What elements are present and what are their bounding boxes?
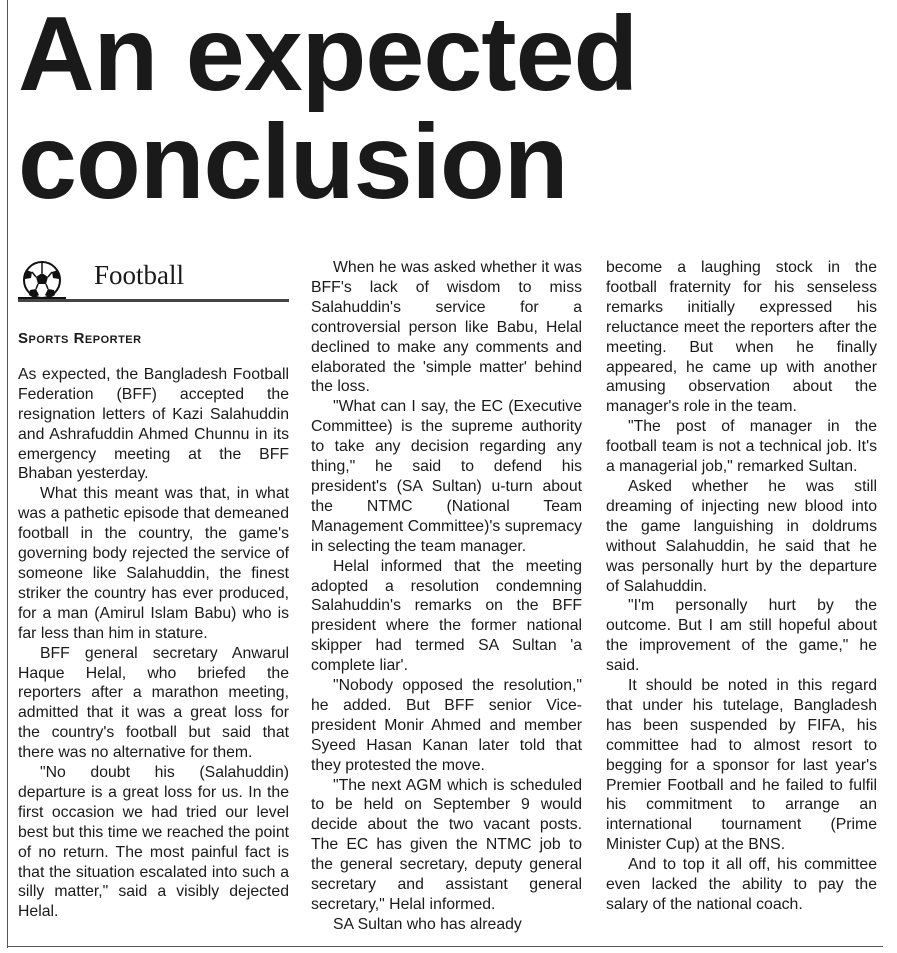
football-icon — [18, 260, 66, 300]
section-header — [18, 258, 289, 306]
paragraph: SA Sultan who has already — [333, 915, 522, 933]
paragraph: When he was asked whether it was BFF's lack of wisdom to miss Salahuddin's service for a controversial person like Babu, Helal declined to make any comments and elaborated the 'simple matter' behind the loss. — [311, 259, 582, 396]
headline: An expected conclusion — [18, 0, 638, 221]
paragraph: "The post of manager in the football team is not a technical job. It's a managerial job," remarked Sultan. — [606, 418, 877, 476]
paragraph: "Nobody opposed the resolution," he added. But BFF senior Vice-president Monir Ahmed and member Syeed Hasan Kanan later told that they protested the move. — [311, 677, 582, 774]
article-column-3 — [606, 258, 877, 915]
section-label: Football — [94, 260, 185, 290]
bottom-rule — [7, 946, 883, 947]
paragraph: Asked whether he was still dreaming of injecting new blood into the game languishing in doldrums without Salahuddin, he said that he was personally hurt by the departure of Salahuddin. — [606, 477, 877, 595]
paragraph: "I'm personally hurt by the outcome. But I am still hopeful about the improvement of the game," he said. — [606, 597, 877, 675]
paragraph: BFF general secretary Anwarul Haque Helal, who briefed the reporters after a marathon meeting, admitted that it was a great loss for the country's football but said that there was no alternative for them. — [18, 644, 289, 762]
article-column-1 — [18, 258, 289, 922]
paragraph: "No doubt his (Salahuddin) departure is a great loss for us. In the first occasion we had tried our level best but this time we reached the point of no return. The most painful fact is that the situation escalated into such a silly matter," said a visibly dejected Helal. — [18, 764, 289, 921]
byline: Sports Reporter — [18, 330, 142, 347]
paragraph: "What can I say, the EC (Executive Committee) is the supreme authority to take any decision regarding any thing," he said to defend his president's (SA Sultan) u-turn about the NTMC (National Team Management Committee)'s supremacy in selecting the team manager. — [311, 398, 582, 555]
paragraph: As expected, the Bangladesh Football Federation (BFF) accepted the resignation letters of Kazi Salahuddin and Ashrafuddin Ahmed Chunnu in its emergency meeting at the BFF Bhaban yesterday. — [18, 365, 289, 483]
paragraph: And to top it all off, his committee even lacked the ability to pay the salary of the national coach. — [606, 856, 877, 913]
paragraph: become a laughing stock in the football fraternity for his senseless remarks initially expressed his reluctance meet the reporters after the meeting. But when he finally appeared, he came up with another amusing observation about the manager's role in the team. — [606, 259, 877, 416]
paragraph: Helal informed that the meeting adopted a resolution condemning Salahuddin's remarks on the BFF president where the former national skipper had termed SA Sultan 'a complete liar'. — [311, 557, 582, 675]
section-rule — [18, 299, 289, 302]
paragraph: It should be noted in this regard that under his tutelage, Bangladesh has been suspended by FIFA, his committee had to almost resort to begging for a sponsor for last year's Premier Football and he failed to fulfil his commitment to arrange an international tournament (Prime Minister Cup) at the BNS. — [606, 677, 877, 854]
article-column-2 — [311, 258, 582, 935]
paragraph: What this meant was that, in what was a pathetic episode that demeaned football in the country, the game's governing body rejected the service of someone like Salahuddin, the finest striker the country has ever produced, for a man (Amirul Islam Babu) who is far less than him in stature. — [18, 485, 289, 642]
paragraph: "The next AGM which is scheduled to be held on September 9 would decide about the two vacant posts. The EC has given the NTMC job to the general secretary, deputy general secretary and assistant general secretary," Helal informed. — [311, 776, 582, 913]
left-column-rule — [7, 0, 8, 948]
